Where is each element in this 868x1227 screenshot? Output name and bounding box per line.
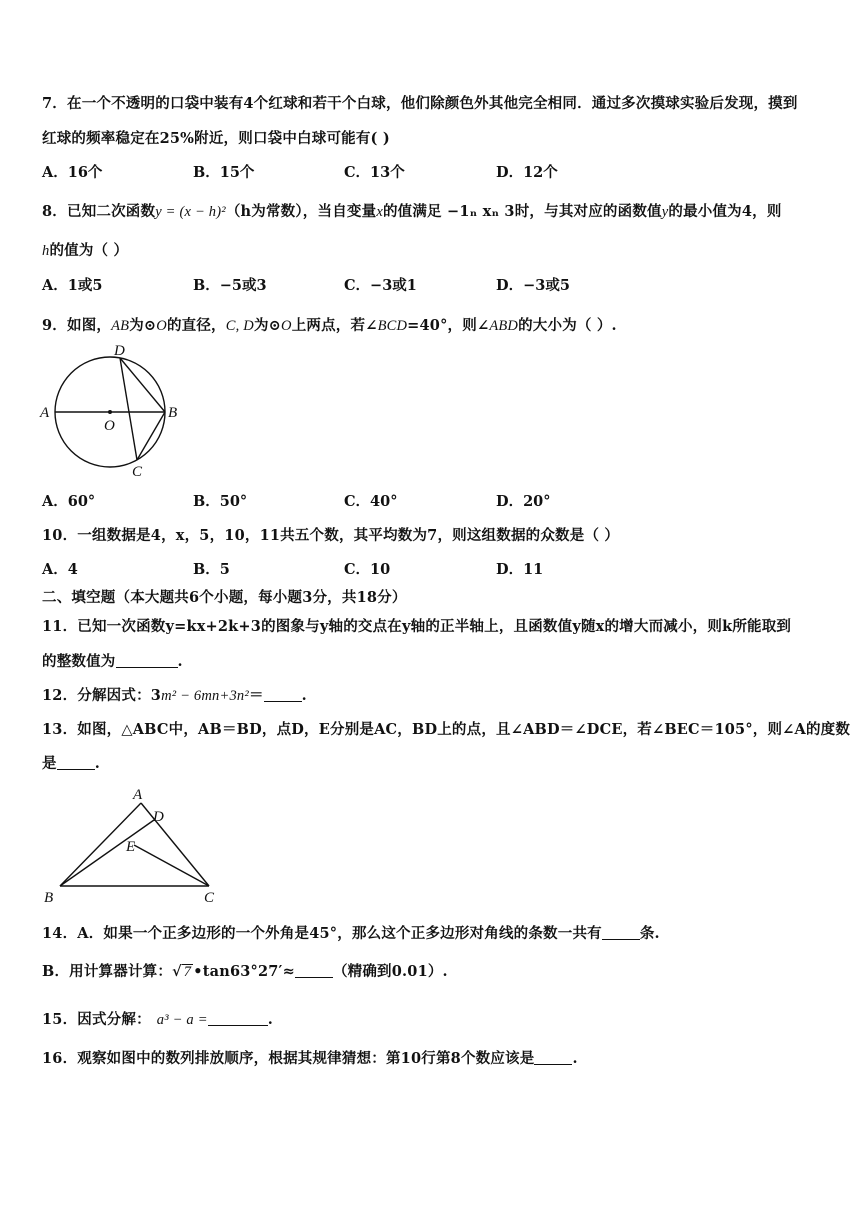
q8-line1 [42, 200, 782, 221]
q9-bcd: BCD [377, 318, 408, 334]
q14-end: 条. [639, 925, 660, 942]
q9-t1: 为⊙ [129, 317, 157, 334]
q12-expr: m² − 6mn+3n² [161, 688, 249, 704]
q13-answer-blank [57, 755, 95, 770]
q7-option-b: B．15个 [193, 164, 255, 181]
q8-y-var: y [661, 204, 669, 220]
q8-h-note: （h为常数），当自变量 [225, 203, 377, 220]
q8-option-d: D．−3或5 [496, 277, 570, 294]
center-point-o [108, 410, 112, 414]
label-d: D [114, 343, 125, 359]
label-d: D [153, 809, 164, 825]
q8-line2-text: 的值为（ ） [49, 242, 129, 259]
q16-end: . [572, 1050, 578, 1067]
q12-prefix: 12．分解因式：3 [42, 687, 162, 704]
q8-line2 [42, 239, 128, 260]
label-b: B [168, 405, 178, 421]
q9-line [42, 314, 617, 335]
q9-o2: O [281, 318, 292, 334]
q14b-end: （精确到0.01）. [332, 963, 448, 980]
q10-line: 10．一组数据是4，x，5，10，11共五个数，其平均数为7，则这组数据的众数是（ ） [42, 527, 620, 544]
q8-option-c: C．−3或1 [344, 277, 417, 294]
q8-option-b: B．−5或3 [193, 277, 267, 294]
label-a: A [133, 787, 143, 803]
q10-option-a: A．4 [42, 561, 78, 578]
q16-line [42, 1047, 578, 1068]
q10-option-d: D．11 [496, 561, 544, 578]
q14b-mid: •tan63°27′≈ [193, 963, 295, 980]
label-c: C [132, 464, 143, 480]
q10-option-c: C．10 [344, 561, 391, 578]
q11-answer-blank [116, 653, 178, 668]
q8-formula: y = (x − h)² [155, 204, 226, 220]
q10-option-b: B．5 [193, 561, 230, 578]
q16-answer-blank [534, 1050, 572, 1065]
q9-option-b: B．50° [193, 493, 248, 510]
q7-line2: 红球的频率稳定在25%附近，则口袋中白球可能有( ) [42, 130, 390, 147]
segment-bd [60, 820, 154, 886]
q9-t4: 上两点，若∠ [291, 317, 378, 334]
q15-prefix: 15．因式分解： [42, 1011, 151, 1028]
q13-triangle-figure [36, 784, 226, 910]
q12-eq: ＝ [248, 687, 264, 704]
q9-cd: C, D [225, 318, 254, 334]
q8-option-a: A．1或5 [42, 277, 103, 294]
q12-line [42, 684, 307, 705]
q7-line1: 7．在一个不透明的口袋中装有4个红球和若干个白球，他们除颜色外其他完全相同．通过多次摸球实验后发现，摸到 [42, 95, 798, 112]
q13-end: . [94, 755, 100, 772]
q15-line [42, 1008, 273, 1029]
q11-line1: 11．已知一次函数y=kx+2k+3的图象与y轴的交点在y轴的正半轴上，且函数值y随x的增大而减小，则k所能取到 [42, 618, 792, 635]
q9-option-d: D．20° [496, 493, 551, 510]
q8-prefix: 8．已知二次函数 [42, 203, 156, 220]
chord-cb [137, 412, 165, 460]
label-b: B [44, 890, 54, 906]
q9-o1: O [156, 318, 167, 334]
label-o: O [104, 418, 115, 434]
q9-ab: AB [111, 318, 130, 334]
q14-line2 [42, 960, 448, 981]
q13-line1: 13．如图，△ABC中，AB＝BD，点D，E分别是AC，BD上的点，且∠ABD＝∠DCE，若∠BEC＝105°，则∠A的度数 [42, 721, 851, 738]
q14-answer-blank [602, 925, 640, 940]
label-e: E [126, 839, 136, 855]
chord-dc [120, 358, 137, 460]
label-a: A [40, 405, 50, 421]
q11-line2-text: 的整数值为 [42, 653, 116, 670]
q9-t2: 的直径， [166, 317, 226, 334]
q14-line1 [42, 922, 660, 943]
q16-text: 16．观察如图中的数列排放顺序，根据其规律猜想：第10行第8个数应该是 [42, 1050, 535, 1067]
q14b-radicand: 7 [183, 964, 192, 980]
q8-h-var: h [42, 243, 50, 259]
q9-option-c: C．40° [344, 493, 398, 510]
q9-prefix: 9．如图， [42, 317, 112, 334]
section-fill-in-heading: 二、填空题（本大题共6个小题，每小题3分，共18分） [42, 589, 407, 606]
side-ac [141, 803, 209, 886]
q15-end: . [267, 1011, 273, 1028]
q11-end: . [177, 653, 183, 670]
q14b-prefix: B．用计算器计算： [42, 963, 173, 980]
q8-x-var: x [376, 204, 383, 220]
q9-abd: ABD [489, 318, 519, 334]
segment-ce [134, 845, 209, 886]
q15-answer-blank [208, 1011, 268, 1026]
q13-line2 [42, 752, 100, 773]
q7-option-a: A．16个 [42, 164, 103, 181]
q15-expr: a³ − a = [156, 1012, 208, 1028]
q9-t5: =40°，则∠ [407, 317, 490, 334]
q8-range: 的值满足 −1ₙ xₙ 3时，与其对应的函数值 [382, 203, 662, 220]
q9-circle-figure [36, 340, 186, 480]
q9-t6: 的大小为（ ）. [518, 317, 617, 334]
q7-option-c: C．13个 [344, 164, 405, 181]
q13-line2-text: 是 [42, 755, 57, 772]
q14-text: 14．A．如果一个正多边形的一个外角是45°，那么这个正多边形对角线的条数一共有 [42, 925, 602, 942]
q14b-answer-blank [295, 963, 333, 978]
sqrt-symbol: √ [172, 963, 182, 980]
q11-line2 [42, 650, 183, 671]
q12-end: . [301, 687, 307, 704]
q7-option-d: D．12个 [496, 164, 558, 181]
q9-option-a: A．60° [42, 493, 96, 510]
q8-suffix: 的最小值为4，则 [668, 203, 782, 220]
label-c: C [204, 890, 215, 906]
q12-answer-blank [264, 687, 302, 702]
q9-t3: 为⊙ [253, 317, 282, 334]
